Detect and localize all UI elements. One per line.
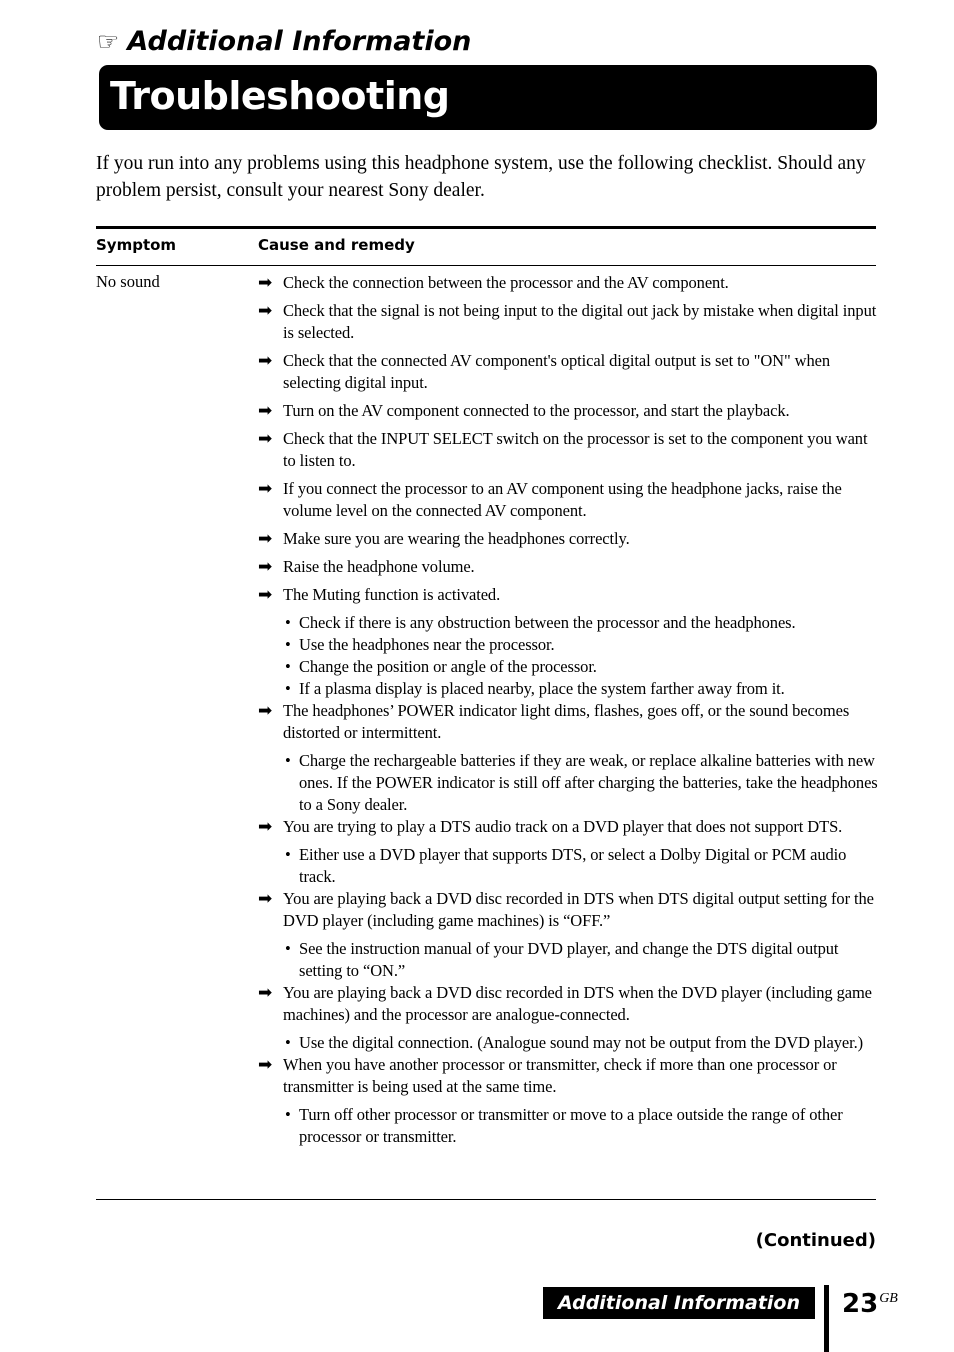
page-title-bar bbox=[99, 65, 877, 130]
remedy-item bbox=[258, 272, 878, 294]
arrow-right-icon: ➡ bbox=[258, 529, 273, 549]
remedy-sub-text: Turn off other processor or transmitter or move to a place outside the range of other processor or transmitter. bbox=[299, 1105, 843, 1146]
table-top-rule bbox=[96, 226, 876, 229]
bullet-icon: • bbox=[285, 939, 291, 958]
remedy-text: If you connect the processor to an AV component using the headphone jacks, raise the volume level on the connected AV component. bbox=[283, 479, 842, 520]
remedy-sub-item bbox=[258, 844, 878, 888]
bullet-icon: • bbox=[285, 613, 291, 632]
remedy-sub-text: Either use a DVD player that supports DTS, or select a Dolby Digital or PCM audio track. bbox=[299, 845, 847, 886]
remedy-sub-text: Use the headphones near the processor. bbox=[299, 635, 555, 654]
remedy-text: You are playing back a DVD disc recorded in DTS when the DVD player (including game machines) and the processor are analogue-connected. bbox=[283, 983, 872, 1024]
remedy-item bbox=[258, 700, 878, 744]
remedy-sub-item bbox=[258, 938, 878, 982]
remedy-item bbox=[258, 528, 878, 550]
section-header-text: Additional Information bbox=[127, 26, 472, 57]
remedy-text: Check that the INPUT SELECT switch on the processor is set to the component you want to listen to. bbox=[283, 429, 868, 470]
remedy-list bbox=[258, 272, 878, 1148]
remedy-text: When you have another processor or transmitter, check if more than one processor or transmitter is being used at the same time. bbox=[283, 1055, 837, 1096]
remedy-sub-item bbox=[258, 634, 878, 656]
remedy-sub-item bbox=[258, 1104, 878, 1148]
arrow-right-icon: ➡ bbox=[258, 351, 273, 371]
remedy-item bbox=[258, 888, 878, 932]
arrow-right-icon: ➡ bbox=[258, 1055, 273, 1075]
footer-divider bbox=[824, 1285, 829, 1352]
remedy-item bbox=[258, 400, 878, 422]
remedy-sub-text: Charge the rechargeable batteries if they are weak, or replace alkaline batteries with new ones. If the POWER indicator is still off after charging the batteries, take the headphones to a Sony dealer. bbox=[299, 751, 878, 814]
arrow-right-icon: ➡ bbox=[258, 585, 273, 605]
page-number bbox=[842, 1280, 898, 1323]
arrow-right-icon: ➡ bbox=[258, 557, 273, 577]
remedy-text: The Muting function is activated. bbox=[283, 585, 501, 604]
remedy-text: You are playing back a DVD disc recorded in DTS when DTS digital output setting for the DVD player (including game machines) is “OFF.” bbox=[283, 889, 874, 930]
remedy-text: Check that the signal is not being input to the digital out jack by mistake when digital input is selected. bbox=[283, 301, 877, 342]
remedy-sub-text: Change the position or angle of the processor. bbox=[299, 657, 597, 676]
remedy-sub-item bbox=[258, 678, 878, 700]
continued-label: (Continued) bbox=[755, 1230, 876, 1251]
symptom-column-header: Symptom bbox=[96, 236, 177, 254]
bullet-icon: • bbox=[285, 1105, 291, 1124]
remedy-item bbox=[258, 478, 878, 522]
arrow-right-icon: ➡ bbox=[258, 701, 273, 721]
remedy-item bbox=[258, 428, 878, 472]
symptom-cell: No sound bbox=[96, 272, 160, 291]
remedy-sub-list bbox=[258, 1104, 878, 1148]
remedy-item bbox=[258, 350, 878, 394]
table-header-rule bbox=[96, 265, 876, 266]
page-number-value: 23 bbox=[842, 1289, 879, 1319]
intro-paragraph: If you run into any problems using this headphone system, use the following checklist. Should any problem persist, consult your nearest Sony dealer. bbox=[96, 153, 866, 201]
arrow-right-icon: ➡ bbox=[258, 301, 273, 321]
bullet-icon: • bbox=[285, 1033, 291, 1052]
page-number-suffix: GB bbox=[879, 1291, 898, 1306]
remedy-text: Check that the connected AV component's optical digital output is set to "ON" when selecting digital input. bbox=[283, 351, 830, 392]
remedy-sub-item bbox=[258, 612, 878, 634]
remedy-text: You are trying to play a DTS audio track on a DVD player that does not support DTS. bbox=[283, 817, 843, 836]
page-title: Troubleshooting bbox=[110, 74, 450, 118]
remedy-sub-item bbox=[258, 750, 878, 816]
remedy-sub-text: Check if there is any obstruction between the processor and the headphones. bbox=[299, 613, 796, 632]
section-header bbox=[97, 24, 471, 60]
footer-section-label: Additional Information bbox=[543, 1287, 815, 1319]
remedy-sub-list bbox=[258, 612, 878, 700]
bullet-icon: • bbox=[285, 679, 291, 698]
bullet-icon: • bbox=[285, 635, 291, 654]
arrow-right-icon: ➡ bbox=[258, 889, 273, 909]
remedy-item bbox=[258, 982, 878, 1026]
bullet-icon: • bbox=[285, 845, 291, 864]
remedy-sub-text: Use the digital connection. (Analogue sound may not be output from the DVD player.) bbox=[299, 1033, 864, 1052]
bullet-icon: • bbox=[285, 657, 291, 676]
arrow-right-icon: ➡ bbox=[258, 817, 273, 837]
remedy-text: Raise the headphone volume. bbox=[283, 557, 475, 576]
remedy-sub-item bbox=[258, 1032, 878, 1054]
remedy-sub-text: If a plasma display is placed nearby, place the system farther away from it. bbox=[299, 679, 785, 698]
remedy-item bbox=[258, 816, 878, 838]
remedy-item bbox=[258, 1054, 878, 1098]
arrow-right-icon: ➡ bbox=[258, 479, 273, 499]
arrow-right-icon: ➡ bbox=[258, 983, 273, 1003]
remedy-item bbox=[258, 556, 878, 578]
arrow-right-icon: ➡ bbox=[258, 273, 273, 293]
remedy-item bbox=[258, 300, 878, 344]
remedy-sub-text: See the instruction manual of your DVD player, and change the DTS digital output setting to “ON.” bbox=[299, 939, 839, 980]
remedy-text: Check the connection between the processor and the AV component. bbox=[283, 273, 729, 292]
bullet-icon: • bbox=[285, 751, 291, 770]
table-bottom-rule bbox=[96, 1199, 876, 1200]
remedy-item bbox=[258, 584, 878, 606]
remedy-sub-list bbox=[258, 938, 878, 982]
arrow-right-icon: ➡ bbox=[258, 401, 273, 421]
remedy-text: The headphones’ POWER indicator light dims, flashes, goes off, or the sound becomes distorted or intermittent. bbox=[283, 701, 850, 742]
remedy-text: Make sure you are wearing the headphones correctly. bbox=[283, 529, 630, 548]
cause-column-header: Cause and remedy bbox=[258, 236, 415, 254]
remedy-sub-list bbox=[258, 1032, 878, 1054]
arrow-right-icon: ➡ bbox=[258, 429, 273, 449]
remedy-sub-list bbox=[258, 844, 878, 888]
pointing-hand-icon: ☞ bbox=[97, 27, 120, 56]
remedy-text: Turn on the AV component connected to the processor, and start the playback. bbox=[283, 401, 790, 420]
remedy-sub-list bbox=[258, 750, 878, 816]
remedy-sub-item bbox=[258, 656, 878, 678]
